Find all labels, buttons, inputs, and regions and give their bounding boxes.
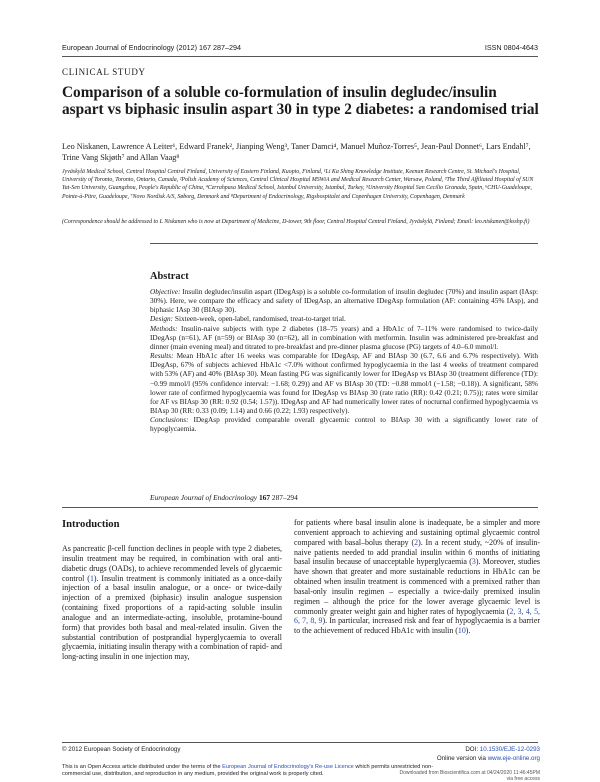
open-access-text-1: This is an Open Access article distributed under the terms of the [62, 764, 223, 770]
intro-text-3: for patients where basal insulin alone is inadequate, be a simpler and more convenient approach to achieving and sustaining optimal glycaemic control compared with basal–bolus therapy ( [294, 518, 540, 547]
section-label: CLINICAL STUDY [62, 67, 146, 77]
open-access-text-3: commercial use, distribution, and reproduction in any medium, provided the original work is properly cited. [62, 771, 324, 778]
doi-link[interactable]: 10.1530/EJE-12-0293 [479, 746, 540, 753]
copyright-notice: © 2012 European Society of Endocrinology [62, 746, 181, 753]
reference-link-3[interactable]: 3 [471, 557, 476, 567]
running-head-issn: ISSN 0804-4643 [484, 43, 538, 52]
conclusions-text: IDegAsp provided comparable overall glycaemic control to BIAsp 30 with a significantly lower rate of hypoglycaemia. [150, 415, 538, 434]
header-rule [62, 56, 538, 57]
intro-text-6: ). In particular, increased risk and fear of hypoglycaemia is a barrier to the achievement of reduced HbA1c with insulin ( [294, 616, 540, 636]
online-label: Online version via [436, 755, 488, 762]
intro-text-7: ). [465, 626, 471, 636]
citation-volume: 167 [258, 493, 271, 502]
doi-line [465, 746, 540, 753]
citation-journal: European Journal of Endocrinology [150, 493, 258, 502]
abstract-citation [150, 493, 298, 502]
abstract-heading: Abstract [150, 271, 189, 282]
reference-link-10[interactable]: 10 [457, 626, 466, 636]
reuse-licence-link[interactable]: European Journal of Endocrinology's Re-use Licence [222, 764, 354, 770]
abstract-methods [150, 324, 538, 351]
article-title: Comparison of a soluble co-formulation of insulin degludec/insulin aspart vs biphasic insulin aspart 30 in type 2 diabetes: a randomised trial [62, 84, 539, 118]
online-version-line [437, 755, 540, 762]
abstract-rule [150, 243, 538, 244]
citation-pages: 287–294 [271, 493, 298, 502]
abstract-body [150, 287, 538, 434]
intro-text-4: ). In a recent study, ~20% of insulin-naive patients needed to add prandial insulin within 6 months of initiating basal insulin because of unacceptable hyperglycaemia ( [294, 537, 541, 567]
objective-text: Insulin degludec/insulin aspart (IDegAsp) is a soluble co-formulation of insulin degludec (70%) and insulin aspart (IAsp: 30%). Here, we compare the efficacy and safety of IDegAsp, an alternative IDegAsp formulation (AF: containing 45% IAsp), and biphasic IAsp 30 (BIAsp 30). [150, 287, 538, 315]
objective-label: Objective: [150, 287, 181, 296]
download-stamp: Downloaded from Bioscientifica.com at 04/24/2020 11:46:45PM [399, 770, 540, 776]
abstract-objective [150, 287, 538, 314]
introduction-right-column [294, 518, 540, 636]
reference-link-2[interactable]: 2 [414, 537, 419, 547]
free-access-stamp: via free access [506, 776, 540, 782]
body-rule [62, 507, 538, 508]
journal-website-link[interactable]: www.eje-online.org [487, 755, 540, 762]
correspondence-note: (Correspondence should be addressed to L Niskanen who is now at Department of Medicine, D-tower, 9th floor, Central Hospital Central Finland, Jyväskylä, Finland; Email: leo.niskanen@ksshp.fi) [62, 219, 530, 225]
doi-label: DOI: [465, 746, 480, 753]
running-head [62, 43, 538, 53]
footer-rule [62, 742, 538, 743]
introduction-left-column [62, 544, 282, 662]
conclusions-label: Conclusions: [150, 415, 189, 425]
reference-link-1[interactable]: 1 [89, 573, 94, 583]
abstract-design [150, 314, 538, 323]
abstract-conclusions [150, 415, 538, 433]
results-label: Results: [150, 351, 174, 361]
intro-text-1: As pancreatic β-cell function declines in people with type 2 diabetes, insulin treatment may be required, in combination with oral anti-diabetic drugs (OADs), to achieve recommended levels of glycaemic control ( [62, 544, 282, 583]
reference-links-2-9[interactable]: 2, 3, 4, 5, 6, 7, 8, 9 [294, 606, 540, 626]
methods-label: Methods: [150, 323, 178, 333]
design-label: Design: [150, 314, 174, 324]
affiliations: Jyväskylä Medical School, Central Hospital Central Finland, University of Eastern Finland, Kuopio, Finland, ¹Li Ka Shing Knowledge Institute, Keenan Research Centre, St. Michael's Hospital, University of Toronto, Toronto, Ontario, Canada, ²Polish Academy of Sciences, Central Clinical Hospital MSWiA and Medical Research Center, Warsaw, Poland, ³The Third Affiliated Hospital of SUN Yat-Sen University, Guangzhou, People's Republic of China, ⁴Cerrahpasa Medical School, Istanbul University, Istanbul, Turkey, ⁵University Hospital San Cecilio Granada, Spain, ⁶CHU-Guadeloupe, Pointe-à-Pitre, Guadeloupe, ⁷Novo Nordisk A/S, Søborg, Denmark and ⁸Department of Endocrinology, Rigshospitalet and Copenhagen University, Copenhagen, Denmark [62, 169, 534, 200]
introduction-heading: Introduction [62, 519, 120, 530]
open-access-text-2: which permits unrestricted non- [353, 764, 434, 770]
intro-text-2: ). Insulin treatment is commonly initiated as a once-daily injection of a basal insulin analogue, or a once- or twice-daily injection of a premixed (biphasic) insulin analogue suspension (containing fixed proportions of a rapid-acting soluble insulin analogue and an intermediate-acting, insoluble, protamine-bound form) that provides both basal and meal-related insulin. Given the substantial contribution of postprandial hyperglycaemia to overall glycaemia, initiating insulin therapy with a combination of rapid- and long-acting insulin in one injection may, [62, 573, 283, 662]
intro-text-5: ). Moreover, studies have shown that greater and more sustainable reductions in HbA1c can be obtained when insulin treatment is commenced with a premixed rather than basal-only insulin regimen – especially a twice-daily premixed insulin regimen – although the price for the lower average glycaemic level is commonly greater weight gain and higher rates of hypoglycaemia ( [294, 557, 540, 616]
results-text: Mean HbA1c after 16 weeks was comparable for IDegAsp, AF and BIAsp 30 (6.7, 6.6 and 6.7% respectively). With IDegAsp, 67% of subjects achieved HbA1c <7.0% without confirmed hypoglycaemia in the last 4 weeks of treatment compared with 53% (AF) and 40% (BIAsp 30). Mean fasting PG was significantly lower for IDegAsp vs BIAsp 30 (treatment difference (TD): −0.99 mmol/l (95% confidence interval: −1.68; 0.29)) and AF vs BIAsp 30 (TD: −0.88 mmol/l (−1.58; −0.18)). A significant, 58% lower rate of confirmed hypoglycaemia was found for IDegAsp vs BIAsp 30 (rate ratio (RR): 0.42 (0.21; 0.75)); rates were similar for AF vs BIAsp 30 (RR: 0.92 (0.54; 1.57)). IDegAsp and AF had numerically lower rates of nocturnal confirmed hypoglycaemia vs BIAsp 30 (RR: 0.33 (0.09; 1.14) and 0.66 (0.22; 1.93) respectively). [150, 351, 538, 416]
abstract-results [150, 351, 538, 415]
methods-text: Insulin-naive subjects with type 2 diabetes (18–75 years) and a HbA1c of 7–11% were randomised to twice-daily IDegAsp (n=61), AF (n=59) or BIAsp 30 (n=62), all in combination with metformin. Insulin was administered pre-breakfast and dinner (main evening meal) and titrated to pre-breakfast and pre-dinner plasma glucose (PG) targets of 4.0–6.0 mmol/l. [150, 323, 538, 351]
author-list: Leo Niskanen, Lawrence A Leiter¹, Edward Franek², Jianping Weng³, Taner Damci⁴, Manuel Muñoz-Torres⁵, Jean-Paul Donnet⁶, Lars Endahl⁷, Trine Vang Skjøth⁷ and Allan Vaag⁸ [62, 142, 531, 162]
running-head-journal: European Journal of Endocrinology (2012) 167 287–294 [62, 43, 242, 52]
design-text: Sixteen-week, open-label, randomised, treat-to-target trial. [173, 314, 346, 324]
